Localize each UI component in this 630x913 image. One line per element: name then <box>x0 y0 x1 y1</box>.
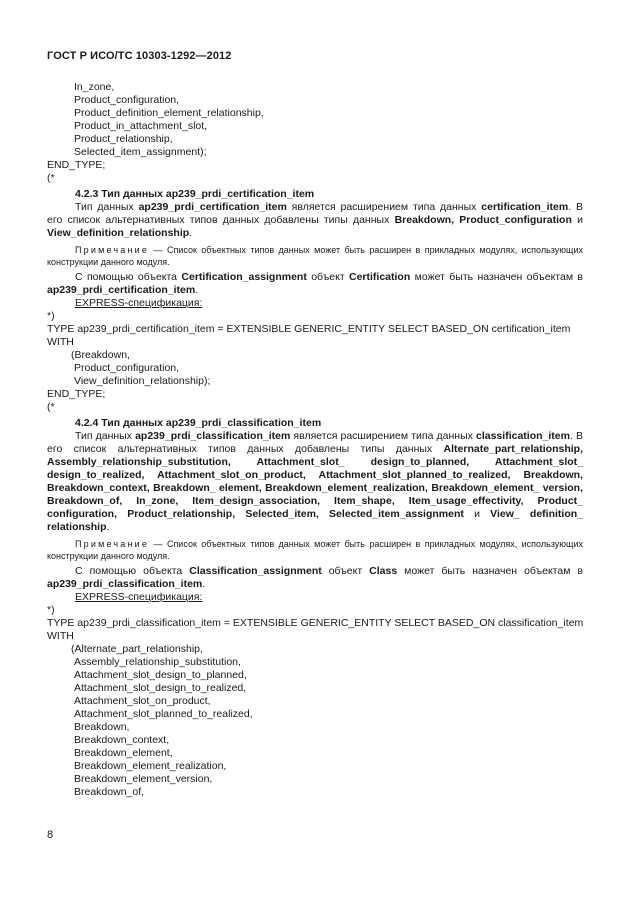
comment-close: *) <box>47 604 55 616</box>
code-line: Breakdown_element, <box>74 747 173 759</box>
code-line: Breakdown_element_version, <box>74 773 213 785</box>
end-type: END_TYPE; <box>47 159 106 171</box>
code-line: View_definition_relationship); <box>74 375 211 387</box>
comment-open: (* <box>47 401 55 413</box>
paragraph: С помощью объекта Classification_assignment объект Class может быть назначен объектам в ap239_prdi_classification_item. <box>47 565 583 590</box>
code-line: Breakdown_element_realization, <box>74 760 227 772</box>
code-line: Attachment_slot_planned_to_realized, <box>74 708 253 720</box>
note-label: Примечание <box>75 539 150 549</box>
code-line: Breakdown_of, <box>74 786 145 798</box>
code-line: Product_relationship, <box>74 133 173 145</box>
type-with: WITH <box>47 630 74 642</box>
document-header: ГОСТ Р ИСО/ТС 10303-1292—2012 <box>47 50 232 62</box>
code-line: Product_definition_element_relationship, <box>74 107 264 119</box>
code-line: Assembly_relationship_substitution, <box>74 656 241 668</box>
section-heading-4-2-4: 4.2.4 Тип данных ap239_prdi_classification_item <box>75 417 322 429</box>
code-line: Breakdown_context, <box>74 734 170 746</box>
note <box>47 244 583 268</box>
type-with: WITH <box>47 336 74 348</box>
code-line: In_zone, <box>74 81 115 93</box>
paragraph: Тип данных ap239_prdi_classification_item является расширением типа данных classification_item. В его список альтернативных типов данных добавлены типы данных Alternate_part_relationship, Assembly_relationship_substitution, Attachment_slot_ design_to_planned, Attachment_slot_ design_to_realized, Attachment_slot_on_product, Attachment_slot_planned_to_realized, Breakdown, Breakdown_context, Breakdown_ element, Breakdown_element_realization, Breakdown_element_ version, Breakdown_of, In_zone, Item_design_association, Item_shape, Item_usage_effectivity, Product_ configuration, Product_relationship, Selected_item, Selected_item_assignment и View_ definition_ relationship. <box>47 430 583 533</box>
section-heading-4-2-3: 4.2.3 Тип данных ap239_prdi_certification_item <box>75 188 315 200</box>
code-line: Product_configuration, <box>74 94 180 106</box>
page-number: 8 <box>47 829 54 841</box>
code-line: Attachment_slot_design_to_planned, <box>74 669 247 681</box>
paragraph: С помощью объекта Certification_assignment объект Certification может быть назначен объектам в ap239_prdi_certification_item. <box>47 271 583 296</box>
code-line: (Alternate_part_relationship, <box>71 643 203 655</box>
code-line: Selected_item_assignment); <box>74 146 207 158</box>
type-definition: TYPE ap239_prdi_classification_item = EXTENSIBLE GENERIC_ENTITY SELECT BASED_ON classification_item <box>47 617 584 629</box>
paragraph: Тип данных ap239_prdi_certification_item является расширением типа данных certification_item. В его список альтернативных типов данных добавлены типы данных Breakdown, Product_configuration и View_definition_relationship. <box>47 201 583 239</box>
page-content <box>47 81 583 799</box>
note-text: — Список объектных типов данных может быть расширен в прикладных модулях, использующих конструкции данного модуля. <box>47 245 583 267</box>
type-definition: TYPE ap239_prdi_certification_item = EXTENSIBLE GENERIC_ENTITY SELECT BASED_ON certification_item <box>47 323 571 335</box>
code-line: Breakdown, <box>74 721 130 733</box>
express-label: EXPRESS-спецификация: <box>75 297 203 309</box>
code-line: Product_in_attachment_slot, <box>74 120 208 132</box>
comment-close: *) <box>47 310 55 322</box>
code-line: (Breakdown, <box>71 349 130 361</box>
note <box>47 538 583 562</box>
comment-open: (* <box>47 172 55 184</box>
code-line: Attachment_slot_design_to_realized, <box>74 682 247 694</box>
note-label: Примечание <box>75 245 150 255</box>
end-type: END_TYPE; <box>47 388 106 400</box>
note-text: — Список объектных типов данных может быть расширен в прикладных модулях, использующих конструкции данного модуля. <box>47 539 583 561</box>
express-label: EXPRESS-спецификация: <box>75 591 203 603</box>
code-line: Attachment_slot_on_product, <box>74 695 211 707</box>
code-line: Product_configuration, <box>74 362 180 374</box>
